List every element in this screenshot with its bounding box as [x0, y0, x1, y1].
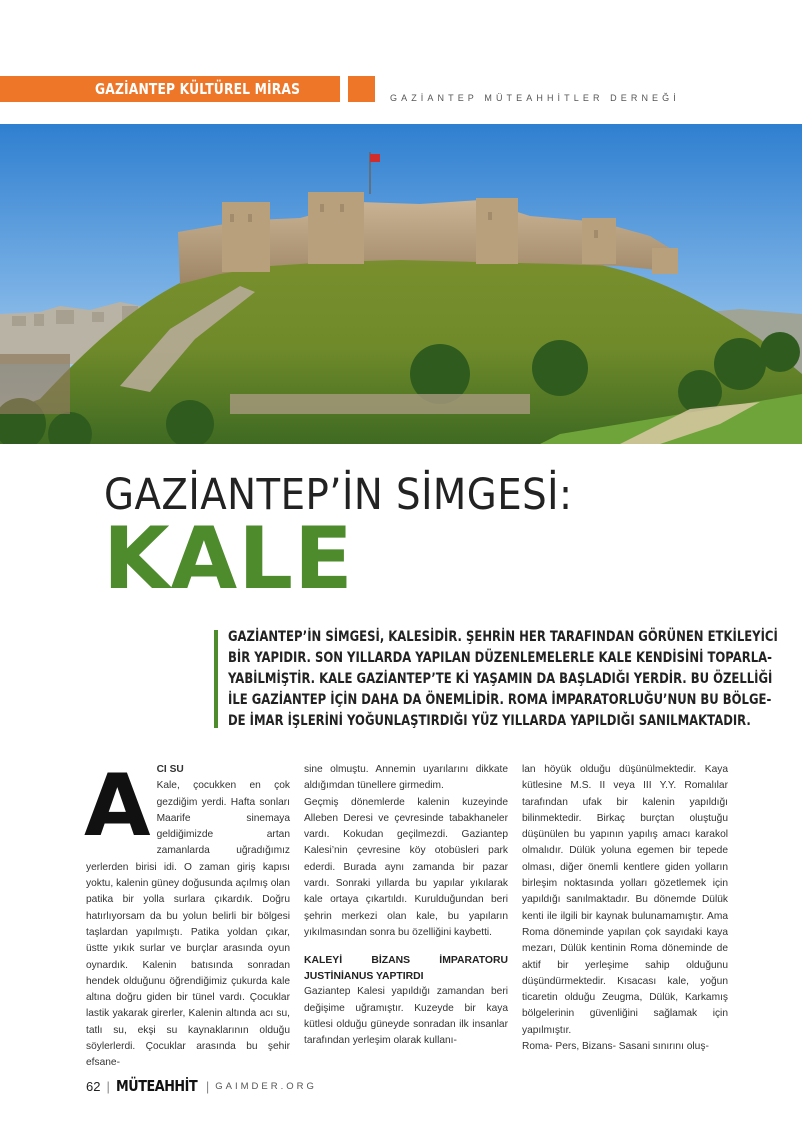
lead-line: GAZİANTEP’İN SİMGESİ, KALESİDİR. ŞEHRİN HER TARAFINDAN GÖRÜNEN ETKİLEYİCİ	[228, 629, 778, 645]
lead-paragraph	[228, 627, 778, 732]
lead-line: İLE GAZİANTEP İÇİN DAHA DA ÖNEMLİDİR. ROMA İMPARATORLUĞU’NUN BU BÖLGE-	[228, 692, 772, 708]
lead-line: DE İMAR İŞLERİNİ YOĞUNLAŞTIRDIĞI YÜZ YILLARDA YAPILDIĞI SANILMAKTADIR.	[228, 713, 751, 729]
drop-cap: A	[84, 756, 151, 856]
body-column-3	[522, 762, 728, 1055]
castle-photo	[0, 124, 802, 444]
body-paragraph: Roma- Pers, Bizans- Sasani sınırını oluş-	[522, 1041, 709, 1053]
section-label-bar	[0, 76, 340, 102]
footer-separator: |	[205, 1078, 210, 1094]
page-number: 62	[86, 1078, 101, 1094]
page-footer	[86, 1077, 317, 1095]
body-column-1	[84, 756, 290, 1072]
lead-accent-rule	[214, 630, 218, 728]
website-link[interactable]: GAIMDER.ORG	[215, 1080, 317, 1092]
lead-line: BİR YAPIDIR. SON YILLARDA YAPILAN DÜZENLEMELERLE KALE KENDİSİNİ TOPARLA-	[228, 650, 772, 666]
lead-in-heading: CI SU	[156, 764, 184, 775]
section-label: GAZİANTEP KÜLTÜREL MİRAS	[95, 80, 301, 98]
footer-separator: |	[106, 1078, 110, 1094]
magazine-logo: MÜTEAHHİT	[115, 1077, 198, 1095]
lead-line: YABİLMİŞTİR. KALE GAZİANTEP’TE Kİ YAŞAMIN DA BAŞLADIĞI YERDİR. BU ÖZELLİĞİ	[228, 671, 773, 687]
body-paragraph: lan höyük olduğu düşünülmektedir. Kaya kütlesine M.S. II veya III Y.Y. Romalılar tarafından ufak bir kalenin yapıldığı bilinmektedir. Birkaç burçtan oluştuğu düşünülen bu yapının yapılış amacı karakol olmalıdır. Dülük yoluna egemen bir tepede olması, diğer önemli kentlere giden yolların birleşim noktasında yolları gözetlemek için yapıldığı sanılmaktadır. Bu dönemde Dülük kenti ile ilgili bir kaynak bulunamamıştır. Ama Roma döneminde yapılan çok sayıdaki kaya mezarı, Dülük kentinin Roma döneminde de aktif bir yerleşime sahip olduğunu düşündürmektedir. Kısacası kale, yoğun ticaretin olduğu Zeugma, Dülük, Karkamış bölgelerinin güvenliğini sağlamak için yapılmıştır.	[522, 764, 728, 1036]
subheading: KALEYİ BİZANS İMPARATORU JUSTİNİANUS YAPTIRDI	[304, 955, 508, 982]
body-column-2	[304, 762, 508, 1049]
body-paragraph: Kale, çocukken en çok gezdiğim yerdi. Hafta sonları Maarife sinemaya geldiğimizde artan zamanlarda uğradığımız yerlerden birisi idi. O zaman giriş kapısı yoktu, kalenin güney doğusunda açılmış olan patika bir yolla surlara çıkardık. Doğru hatırlıyorsam da bu yolun belirli bir bölgesi taşlardan yapılmıştı. Patika yoldan çıkar, üstte yıkık surlar ve burçlar arasında oyun oynardık. Kalenin batısında sonradan hendek olduğunu öğrendiğimiz çukurda kale altına doğru giden bir tünel vardı. Çocuklar lastik yakarak girerler, Kalenin altında acı su, tatlı su, ekşi su kaynaklarının olduğu söylerlerdi. Çocuklar arasında bu şehir efsane-	[86, 780, 290, 1069]
body-paragraph: Gaziantep Kalesi yapıldığı zamandan beri değişime uğramıştır. Kuzeyde bir kaya kütlesi olduğu güneyde sonradan ilk insanlar tarafından yerleşim olarak kullanı-	[304, 986, 508, 1047]
body-paragraph: Geçmiş dönemlerde kalenin kuzeyinde Alleben Deresi ve çevresinde tabakhaneler vardı. Kokudan geçilmezdi. Gaziantep Kalesi’nin çevresine köy otobüsleri park ederdi. Burada aynı zamanda bir pazar vardı. Sonraki yıllarda bu yapılar yıkılarak kale ortaya çıkartıldı. Kurulduğundan beri şehrin merkezi olan kale, bu yapıların yıkılmasından sonra bu özelliğini kaybetti.	[304, 796, 508, 938]
article-title-line2: KALE	[103, 509, 354, 609]
header-accent-block	[348, 76, 375, 102]
article-title-line1: GAZİANTEP’İN SİMGESİ:	[104, 470, 573, 520]
body-paragraph: sine olmuştu. Annemin uyarılarını dikkate aldığımdan tünellere girmedim.	[304, 764, 508, 792]
association-name: GAZİANTEP MÜTEAHHİTLER DERNEĞİ	[390, 93, 680, 103]
